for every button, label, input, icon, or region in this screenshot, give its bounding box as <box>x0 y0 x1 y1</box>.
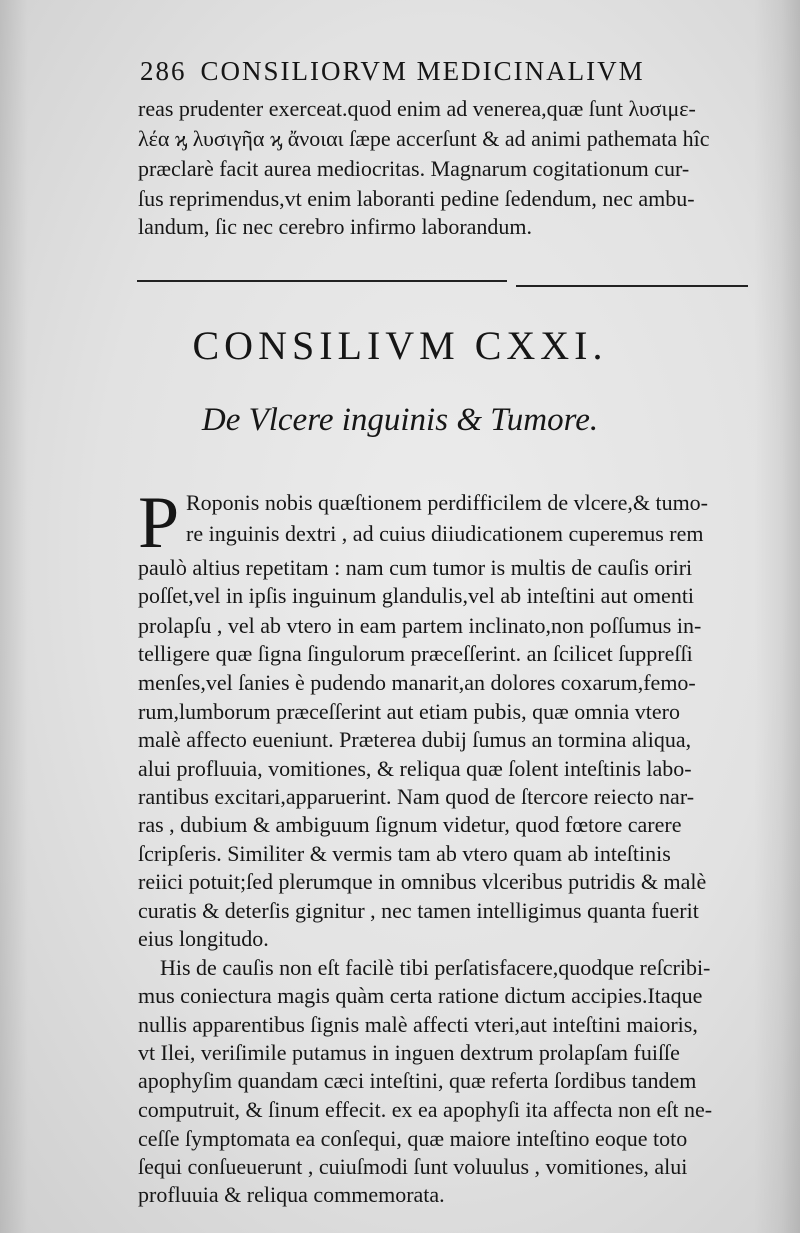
body-line: paulò altius repetitam : nam cum tumor is multis de cauſis oriri <box>138 555 693 580</box>
body-line: alui profluuia, vomitiones, & reliqua quæ ſolent inteſtinis labo- <box>138 756 692 781</box>
body-line: curatis & deterſis gignitur , nec tamen intelligimus quanta fuerit <box>138 898 699 923</box>
body-line: rum,lumborum præceſſerint aut etiam pubis, quæ omnia vtero <box>138 699 680 724</box>
body-line: ſcripſeris. Similiter & vermis tam ab vtero quam ab inteſtinis <box>138 841 671 866</box>
body-line: rantibus excitari,apparuerint. Nam quod de ſtercore reiecto nar- <box>138 784 695 809</box>
body-line: ceſſe ſymptomata ea conſequi, quæ maiore inteſtino eoque toto <box>138 1126 688 1151</box>
running-title: CONSILIORVM MEDICINALIVM <box>200 56 645 86</box>
intro-line: præclarè facit aurea mediocritas. Magnarum cogitationum cur- <box>138 156 690 181</box>
body-line: ſequi conſueuerunt , cuiuſmodi ſunt voluulus , vomitiones, alui <box>138 1154 688 1179</box>
body-line: profluuia & reliqua commemorata. <box>138 1182 445 1207</box>
body-line: eius longitudo. <box>138 926 269 951</box>
intro-line: ſus reprimendus,vt enim laboranti pedine ſedendum, nec ambu- <box>138 186 695 211</box>
body-line: prolapſu , vel ab vtero in eam partem inclinato,non poſſumus in- <box>138 613 702 638</box>
body-line: His de cauſis non eſt facilè tibi perſatisfacere,quodque reſcribi- <box>160 955 711 980</box>
intro-line: landum, ſic nec cerebro infirmo laborandum. <box>138 214 533 239</box>
body-line: Roponis nobis quæſtionem perdifficilem de vlcere,& tumo- <box>186 490 709 515</box>
body-line: poſſet,vel in ipſis inguinum glandulis,vel ab inteſtini aut omenti <box>138 583 695 608</box>
body-line: malè affecto eueniunt. Præterea dubij ſumus an tormina aliqua, <box>138 727 692 752</box>
body-line: apophyſim quandam cæci inteſtini, quæ referta ſordibus tandem <box>138 1068 697 1093</box>
body-line: ras , dubium & ambiguum ſignum videtur, quod fœtore carere <box>138 812 682 837</box>
body-line: telligere quæ ſigna ſingulorum præceſſerint. an ſcilicet ſuppreſſi <box>138 641 693 666</box>
body-line: reiici potuit;ſed plerumque in omnibus vlceribus putridis & malè <box>138 869 707 894</box>
body-line: vt Ilei, veriſimile putamus in inguen dextrum prolapſam fuiſſe <box>138 1040 680 1065</box>
section-divider-right <box>516 285 748 287</box>
body-line: nullis apparentibus ſignis malè affecti vteri,aut inteſtini maioris, <box>138 1012 698 1037</box>
body-line: menſes,vel ſanies è pudendo manarit,an dolores coxarum,femo- <box>138 670 696 695</box>
intro-line: reas prudenter exerceat.quod enim ad venerea,quæ ſunt λυσιμε- <box>138 96 696 121</box>
running-header <box>140 56 645 87</box>
section-title: CONSILIVM CXXI. <box>192 323 608 368</box>
page-edge-shadow <box>754 0 800 1233</box>
body-line: mus coniectura magis quàm certa ratione dictum accipies.Itaque <box>138 983 703 1008</box>
drop-cap: P <box>138 482 180 564</box>
page-number: 286 <box>140 56 187 86</box>
intro-line: λέα ϗ λυσιγῆα ϗ ἄνοιαι ſæpe accerſunt & ad animi pathemata hîc <box>138 126 710 151</box>
body-line: computruit, & ſinum effecit. ex ea apophyſi ita affecta non eſt ne- <box>138 1097 713 1122</box>
page-gutter-shadow <box>0 0 28 1233</box>
section-divider-left <box>137 280 507 282</box>
body-line: re inguinis dextri , ad cuius diiudicationem cuperemus rem <box>186 521 704 546</box>
section-subtitle: De Vlcere inguinis & Tumore. <box>201 402 599 438</box>
